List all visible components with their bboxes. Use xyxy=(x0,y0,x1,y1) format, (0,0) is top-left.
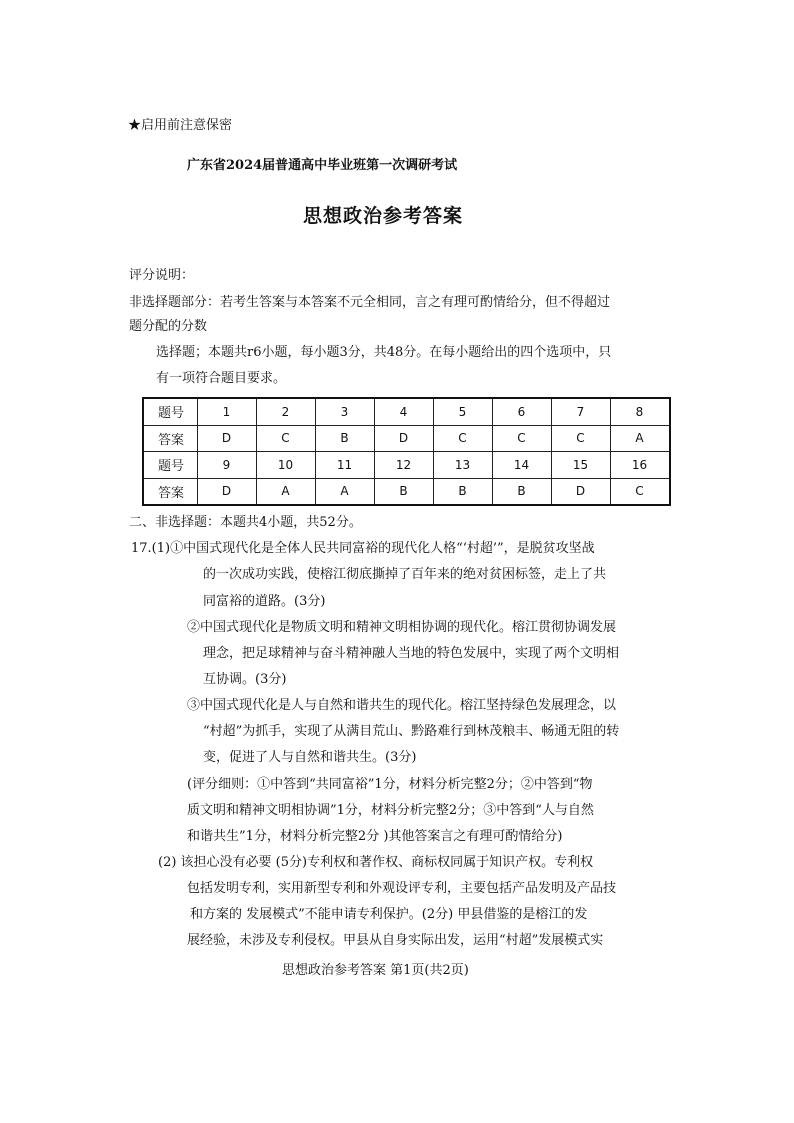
table-cell: C xyxy=(433,425,492,452)
table-cell: D xyxy=(197,425,256,452)
answer-line: ②中国式现代化是物质文明和精神文明相协调的现代化。榕江贯彻协调发展 xyxy=(187,620,617,635)
table-cell: C xyxy=(492,425,551,452)
table-cell: B xyxy=(374,478,433,505)
table-cell: 11 xyxy=(315,452,374,479)
table-cell: 7 xyxy=(551,398,610,425)
answer-line: 的一次成功实践，使榕江彻底撕掉了百年来的绝对贫困标签，走上了共 xyxy=(203,567,607,582)
table-cell: D xyxy=(197,478,256,505)
answer-line: (2) 该担心没有必要 (5分)专利权和著作权、商标权同属于知识产权。专利权 xyxy=(158,855,594,870)
answer-table xyxy=(142,397,671,506)
scoring-notes-heading: 评分说明： xyxy=(129,268,195,283)
table-cell: 14 xyxy=(492,452,551,479)
page-title: 思想政治参考答案 xyxy=(303,205,464,227)
table-cell: D xyxy=(374,425,433,452)
answer-line: ③中国式现代化是人与自然和谐共生的现代化。榕江坚持绿色发展理念，以 xyxy=(187,698,617,713)
table-cell: C xyxy=(610,478,670,505)
answer-line: 包括发明专利，实用新型专利和外观设评专利，主要包括产品发明及产品技 xyxy=(187,881,617,896)
table-cell: 3 xyxy=(315,398,374,425)
section1-intro: 选择题；本题共r6小题，每小题3分，共48分。在每小题给出的四个选项中，只 xyxy=(156,345,612,360)
table-cell: 8 xyxy=(610,398,670,425)
rubric-line: 质文明和精神文明相协调”1分，材料分析完整2分；③中答到“人与自然 xyxy=(187,803,594,818)
row-label: 答案 xyxy=(143,478,197,505)
table-cell: 1 xyxy=(197,398,256,425)
table-cell: 9 xyxy=(197,452,256,479)
scoring-notes-line: 题分配的分数 xyxy=(129,319,208,334)
answer-line: 理念，把足球精神与奋斗精神融人当地的特色发展中，实现了两个文明相 xyxy=(203,646,620,661)
table-cell: 6 xyxy=(492,398,551,425)
row-label: 题号 xyxy=(143,452,197,479)
table-cell: 4 xyxy=(374,398,433,425)
answer-line: 展经验，未涉及专利侵权。甲县从自身实际出发，运用“村超”发展模式实 xyxy=(187,933,604,948)
rubric-line: (评分细则：①中答到“共同富裕”1分，材料分析完整2分；②中答到“物 xyxy=(187,777,593,792)
table-cell: 12 xyxy=(374,452,433,479)
table-row xyxy=(143,398,670,425)
table-cell: B xyxy=(433,478,492,505)
table-cell: 5 xyxy=(433,398,492,425)
answer-line: “村超”为抓手，实现了从满目荒山、黔路难行到林茂粮丰、畅通无阻的转 xyxy=(203,724,620,739)
rubric-line: 和谐共生”1分，材料分析完整2分 )其他答案言之有理可酌情给分) xyxy=(187,829,563,844)
section1-intro: 有一项符合题目要求。 xyxy=(156,371,287,386)
table-cell: D xyxy=(551,478,610,505)
table-row xyxy=(143,425,670,452)
table-row xyxy=(143,452,670,479)
scoring-notes-line: 非选择题部分：若考生答案与本答案不元全相同，言之有理可酌情给分，但不得超过 xyxy=(129,295,611,310)
answer-line: 17.(1)①中国式现代化是全体人民共同富裕的现代化人格“‘村超’”，是脱贫攻坚战 xyxy=(131,541,595,556)
answer-line: 变，促进了人与自然和谐共生。(3分) xyxy=(203,750,417,765)
table-cell: 15 xyxy=(551,452,610,479)
table-cell: A xyxy=(315,478,374,505)
table-cell: A xyxy=(256,478,315,505)
table-cell: B xyxy=(315,425,374,452)
table-cell: 10 xyxy=(256,452,315,479)
section2-heading: 二、非选择题：本题共4小题，共52分。 xyxy=(129,515,362,530)
table-cell: C xyxy=(551,425,610,452)
table-cell: 2 xyxy=(256,398,315,425)
table-cell: A xyxy=(610,425,670,452)
confidential-notice: ★启用前注意保密 xyxy=(128,118,233,133)
table-cell: 13 xyxy=(433,452,492,479)
table-cell: B xyxy=(492,478,551,505)
row-label: 题号 xyxy=(143,398,197,425)
table-row xyxy=(143,478,670,505)
answer-line: 同富裕的道路。(3分) xyxy=(203,594,326,609)
table-cell: 16 xyxy=(610,452,670,479)
exam-name: 广东省2024届普通高中毕业班第一次调研考试 xyxy=(187,158,458,173)
table-cell: C xyxy=(256,425,315,452)
answer-line: 和方案的 发展模式”不能申请专利保护。(2分) 甲县借鉴的是榕江的发 xyxy=(190,907,588,922)
answer-line: 互协调。(3分) xyxy=(203,672,287,687)
row-label: 答案 xyxy=(143,425,197,452)
page-footer: 思想政治参考答案 第1页(共2页) xyxy=(282,963,469,978)
